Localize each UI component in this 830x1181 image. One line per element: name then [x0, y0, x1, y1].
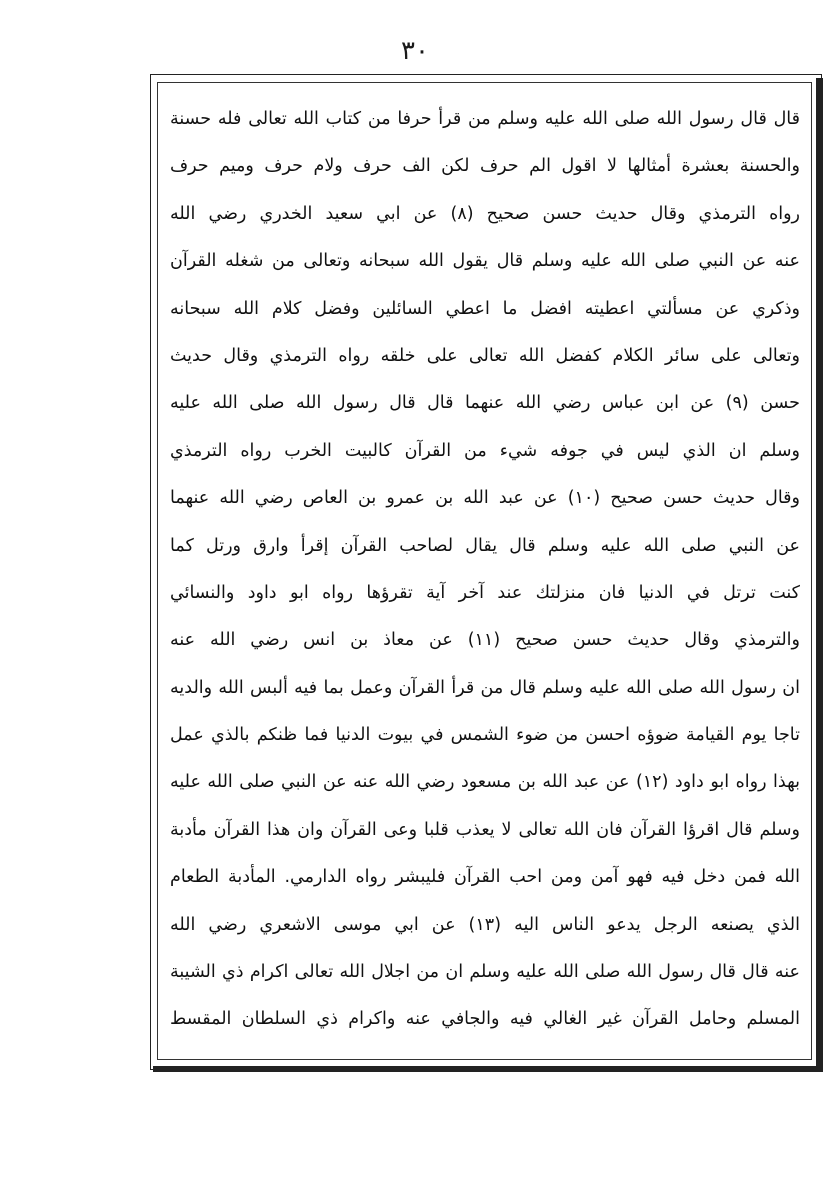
- text-line: كنت ترتل في الدنيا فان منزلتك عند آخر آية تقرؤها رواه ابو داود والنسائي: [170, 582, 800, 603]
- page-frame-shadow-right: [816, 78, 823, 1070]
- text-line: عنه عن النبي صلى الله عليه وسلم قال يقول الله سبحانه وتعالى من شغله القرآن: [170, 251, 800, 272]
- text-line: وسلم ان الذي ليس في جوفه شيء من القرآن كالبيت الخرب رواه الترمذي: [170, 440, 800, 461]
- text-line: قال قال رسول الله صلى الله عليه وسلم من قرأ حرفا من كتاب الله تعالى فله حسنة: [170, 109, 800, 129]
- text-line: تاجا يوم القيامة ضوؤه احسن من ضوء الشمس في بيوت الدنيا فما ظنكم بالذي عمل: [170, 725, 800, 746]
- text-line: الذي يصنعه الرجل يدعو الناس اليه (١٣) عن ابي موسى الاشعري رضي الله: [170, 914, 800, 935]
- text-line: بهذا رواه ابو داود (١٢) عن عبد الله بن مسعود رضي الله عنه عن النبي صلى الله عليه: [170, 772, 800, 793]
- text-line: وتعالى على سائر الكلام كفضل الله تعالى على خلقه رواه الترمذي وقال حديث: [170, 345, 800, 366]
- text-line: والحسنة بعشرة أمثالها لا اقول الم حرف لكن الف حرف ولام حرف وميم حرف: [170, 156, 800, 177]
- text-line: وسلم قال اقرؤا القرآن فان الله تعالى لا يعذب قلبا وعى القرآن وان هذا القرآن مأدبة: [170, 819, 800, 840]
- text-block: [170, 96, 800, 1046]
- text-line: عنه قال قال رسول الله صلى الله عليه وسلم ان من اجلال الله تعالى اكرام ذي الشيبة: [170, 962, 800, 983]
- page-number: ٣٠: [401, 36, 429, 66]
- text-line: الله فمن دخل فيه فهو آمن ومن احب القرآن فليبشر رواه الدارمي. المأدبة الطعام: [170, 867, 800, 888]
- text-line: ان رسول الله صلى الله عليه وسلم قال من قرأ القرآن وعمل بما فيه ألبس الله والديه: [170, 677, 800, 698]
- text-line: المسلم وحامل القرآن غير الغالي فيه والجافي عنه واكرام ذي السلطان المقسط: [170, 1009, 800, 1030]
- text-line: حسن (٩) عن ابن عباس رضي الله عنهما قال قال رسول الله صلى الله عليه: [170, 393, 800, 414]
- page-frame-shadow-bottom: [153, 1066, 823, 1072]
- text-line: وقال حديث حسن صحيح (١٠) عن عبد الله بن عمرو بن العاص رضي الله عنهما: [170, 488, 800, 509]
- text-line: رواه الترمذي وقال حديث حسن صحيح (٨) عن ابي سعيد الخدري رضي الله: [170, 203, 800, 224]
- text-line: عن النبي صلى الله عليه وسلم قال يقال لصاحب القرآن إقرأ وارق ورتل كما: [170, 535, 800, 556]
- text-line: وذكري عن مسألتي اعطيته افضل ما اعطي السائلين وفضل كلام الله سبحانه: [170, 298, 800, 319]
- text-line: والترمذي وقال حديث حسن صحيح (١١) عن معاذ بن انس رضي الله عنه: [170, 630, 800, 651]
